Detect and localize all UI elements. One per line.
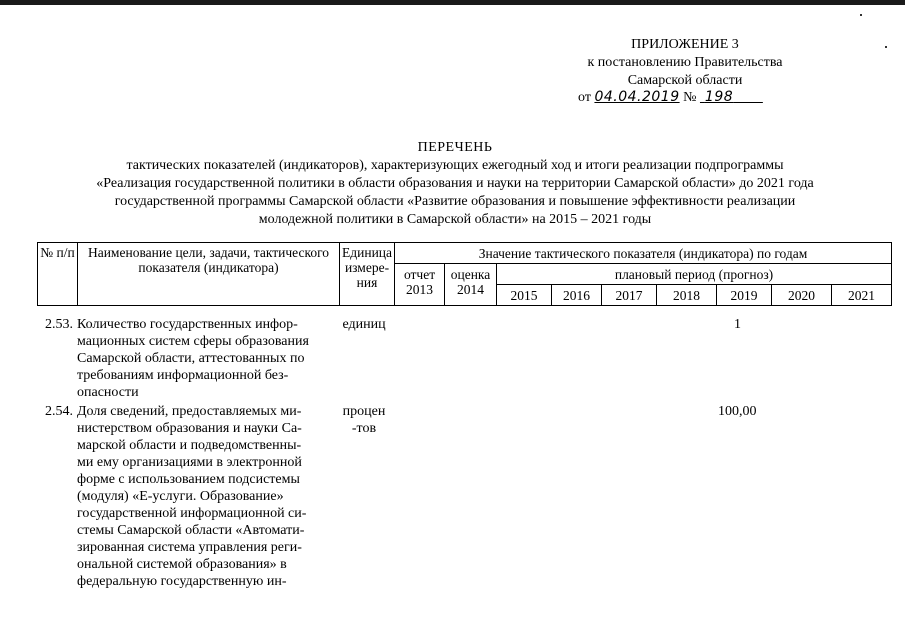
number-label: № <box>683 90 697 105</box>
from-label: от <box>578 90 591 105</box>
appendix-line: к постановлению Правительства <box>587 55 783 70</box>
appendix-date-line <box>578 89 763 106</box>
col-year: 2018 <box>657 285 717 306</box>
col-year: 2020 <box>772 285 832 306</box>
handwritten-date: 04.04.2019 <box>594 89 680 105</box>
document-heading <box>40 139 870 229</box>
col-name: Наименование цели, задачи, тактического показателя (индикатора) <box>78 243 340 306</box>
col-year: 2017 <box>602 285 657 306</box>
row-value: 100,00 <box>718 404 757 419</box>
row-number: 2.53. <box>45 317 73 332</box>
heading-line: тактических показателей (индикаторов), характеризующих ежегодный ход и итоги реализации подпрограммы <box>126 158 784 173</box>
appendix-title: ПРИЛОЖЕНИЕ 3 <box>631 37 739 52</box>
scan-speck <box>860 14 862 16</box>
row-value: 1 <box>734 317 741 332</box>
col-year: 2015 <box>497 285 552 306</box>
indicators-table-header <box>37 242 892 306</box>
row-indicator-name: Доля сведений, предоставляемых ми- нистерством образования и науки Са- марской области и подведомственны- ми ему организациями в электронной форме с использованием подсистемы (модуля) «Е-услуги. Образование» государственной информационной си- стемы Самарской области «Автомати- зированная система управления реги- ональной системой образования» в федеральную государственную ин- <box>77 404 307 589</box>
appendix-block <box>560 36 810 90</box>
row-indicator-name: Количество государственных инфор- мационных систем сферы образования Самарской области, аттестованных по требованиям информационной без- опасности <box>77 317 309 400</box>
row-unit: единиц <box>342 317 386 332</box>
col-values: Значение тактического показателя (индикатора) по годам <box>395 243 892 264</box>
col-year: 2019 <box>717 285 772 306</box>
col-year: 2016 <box>552 285 602 306</box>
col-plan-period: плановый период (прогноз) <box>497 264 892 285</box>
col-year: 2021 <box>832 285 892 306</box>
row-unit: процен-тов <box>342 404 386 436</box>
col-number: № п/п <box>38 243 78 306</box>
row-number: 2.54. <box>45 404 73 419</box>
scan-speck <box>885 46 887 48</box>
handwritten-number: 198 <box>704 89 734 105</box>
col-unit: Единица измере-ния <box>340 243 395 306</box>
heading-line: молодежной политики в Самарской области» на 2015 – 2021 годы <box>258 212 652 227</box>
scan-top-border <box>0 0 905 5</box>
heading-title: ПЕРЕЧЕНЬ <box>417 140 493 155</box>
heading-line: государственной программы Самарской области «Развитие образования и повышение эффективности реализации <box>114 194 796 209</box>
heading-line: «Реализация государственной политики в области образования и науки на территории Самарской области» до 2021 года <box>96 176 814 191</box>
col-estimate-2014: оценка 2014 <box>445 264 497 306</box>
appendix-line: Самарской области <box>627 73 743 88</box>
col-report-2013: отчет 2013 <box>395 264 445 306</box>
